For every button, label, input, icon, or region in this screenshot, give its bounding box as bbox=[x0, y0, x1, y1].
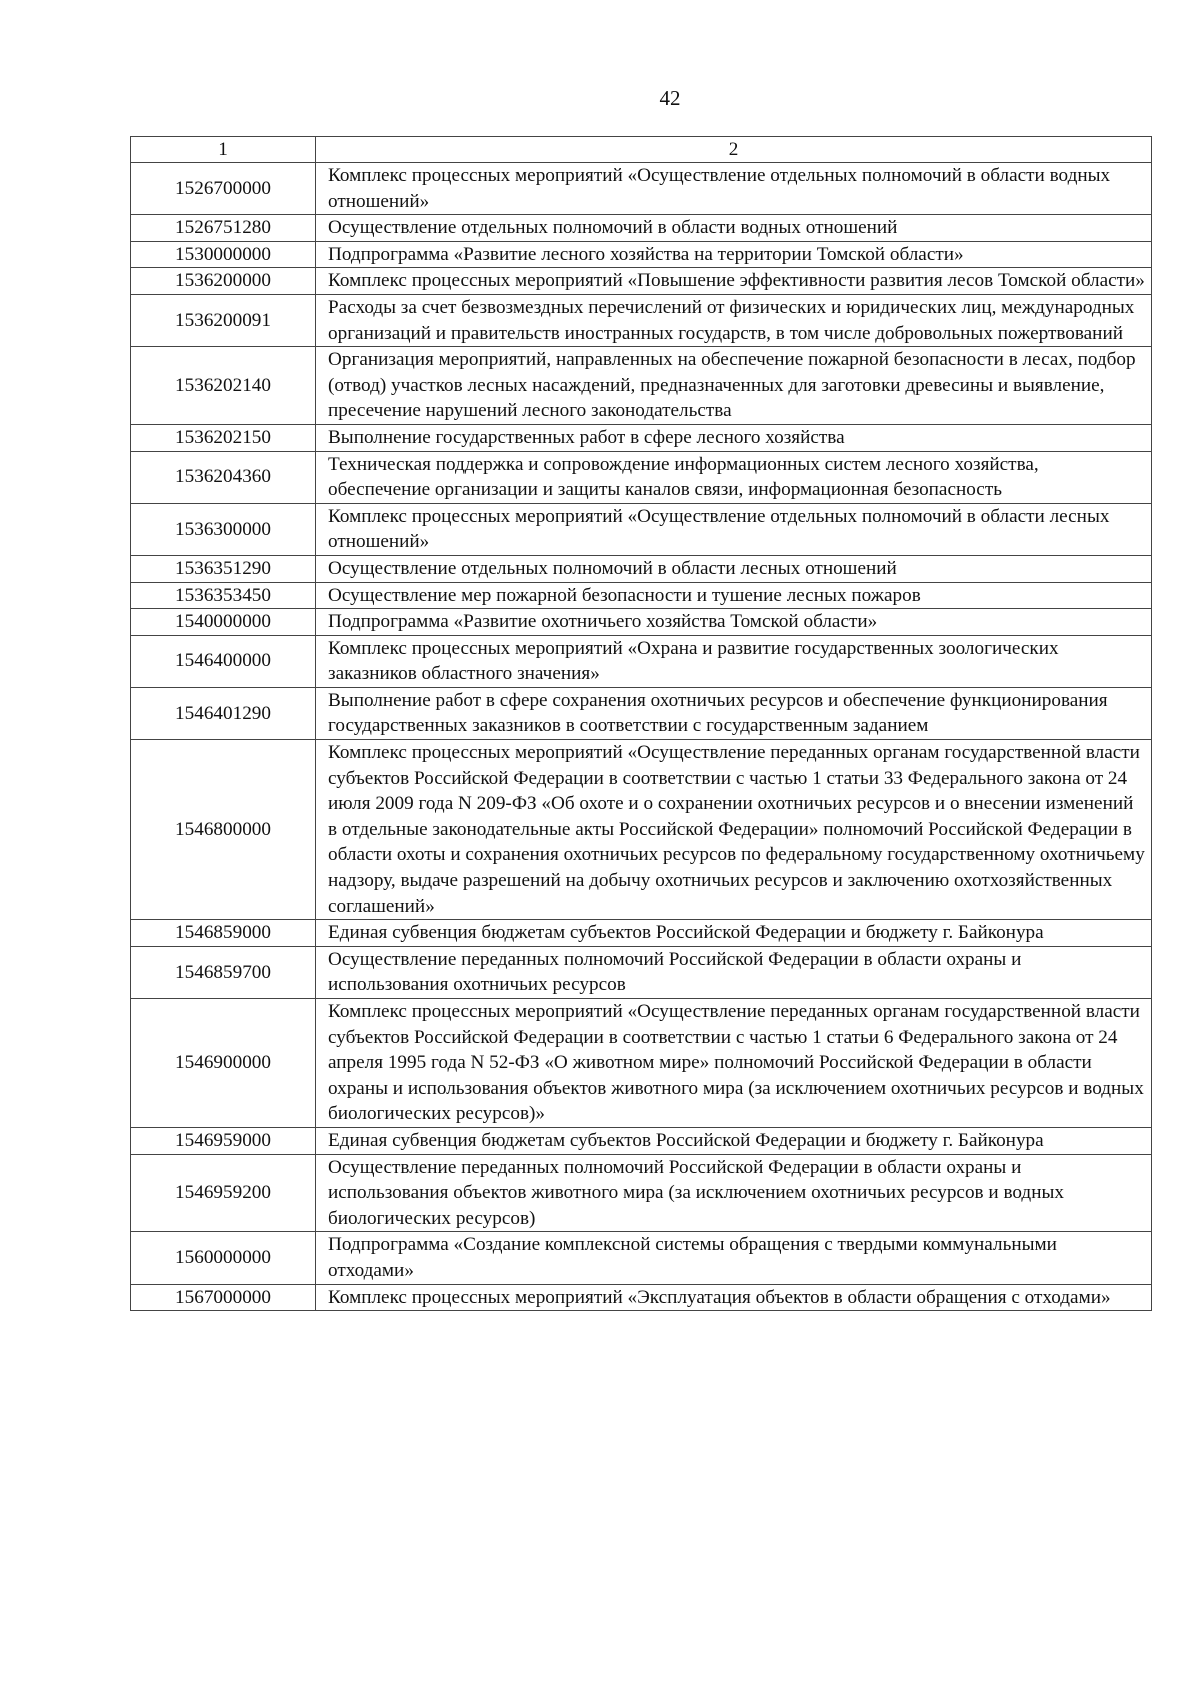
row-code-cell: 1536300000 bbox=[131, 503, 316, 555]
row-code-cell: 1546800000 bbox=[131, 740, 316, 920]
row-code-cell: 1536204360 bbox=[131, 451, 316, 503]
table-row bbox=[131, 582, 1152, 609]
row-description-cell: Подпрограмма «Развитие охотничьего хозяйства Томской области» bbox=[316, 609, 1152, 636]
row-description-cell: Комплекс процессных мероприятий «Осуществление переданных органам государственной власти субъектов Российской Федерации в соответствии с частью 1 статьи 33 Федерального закона от 24 июля 2009 года N 209-ФЗ «Об охоте и о сохранении охотничьих ресурсов и о внесении изменений в отдельные законодательные акты Российской Федерации» полномочий Российской Федерации в области охоты и сохранения охотничьих ресурсов по федеральному государственному охотничьему надзору, выдаче разрешений на добычу охотничьих ресурсов и заключению охотхозяйственных соглашений» bbox=[316, 740, 1152, 920]
row-code-cell: 1546900000 bbox=[131, 999, 316, 1128]
row-code-cell: 1546959200 bbox=[131, 1154, 316, 1232]
table-row bbox=[131, 1154, 1152, 1232]
row-code-cell: 1536200091 bbox=[131, 294, 316, 346]
column-header-2: 2 bbox=[316, 137, 1152, 163]
row-description-cell: Осуществление переданных полномочий Российской Федерации в области охраны и использования объектов животного мира (за исключением охотничьих ресурсов и водных биологических ресурсов) bbox=[316, 1154, 1152, 1232]
table-row bbox=[131, 946, 1152, 998]
table-row bbox=[131, 1232, 1152, 1284]
row-code-cell: 1526700000 bbox=[131, 163, 316, 215]
row-description-cell: Единая субвенция бюджетам субъектов Российской Федерации и бюджету г. Байконура bbox=[316, 1127, 1152, 1154]
table-row bbox=[131, 163, 1152, 215]
row-code-cell: 1546959000 bbox=[131, 1127, 316, 1154]
row-code-cell: 1536200000 bbox=[131, 268, 316, 295]
table-row bbox=[131, 687, 1152, 739]
column-header-1: 1 bbox=[131, 137, 316, 163]
row-description-cell: Комплекс процессных мероприятий «Охрана и развитие государственных зоологических заказников областного значения» bbox=[316, 635, 1152, 687]
table-row bbox=[131, 999, 1152, 1128]
table-row bbox=[131, 503, 1152, 555]
row-description-cell: Единая субвенция бюджетам субъектов Российской Федерации и бюджету г. Байконура bbox=[316, 920, 1152, 947]
row-code-cell: 1526751280 bbox=[131, 215, 316, 242]
table-row bbox=[131, 451, 1152, 503]
table-row bbox=[131, 424, 1152, 451]
row-code-cell: 1536202140 bbox=[131, 347, 316, 425]
row-code-cell: 1530000000 bbox=[131, 241, 316, 268]
table-row bbox=[131, 241, 1152, 268]
table-row bbox=[131, 215, 1152, 242]
table-row bbox=[131, 1284, 1152, 1311]
row-description-cell: Осуществление мер пожарной безопасности и тушение лесных пожаров bbox=[316, 582, 1152, 609]
table-row bbox=[131, 347, 1152, 425]
table-row bbox=[131, 635, 1152, 687]
row-description-cell: Расходы за счет безвозмездных перечислений от физических и юридических лиц, международных организаций и правительств иностранных государств, в том числе добровольных пожертвований bbox=[316, 294, 1152, 346]
page-number: 42 bbox=[659, 86, 681, 110]
row-description-cell: Комплекс процессных мероприятий «Осуществление переданных органам государственной власти субъектов Российской Федерации в соответствии с частью 1 статьи 6 Федерального закона от 24 апреля 1995 года N 52-ФЗ «О животном мире» полномочий Российской Федерации в области охраны и использования объектов животного мира (за исключением охотничьих ресурсов и водных биологических ресурсов)» bbox=[316, 999, 1152, 1128]
row-description-cell: Комплекс процессных мероприятий «Осуществление отдельных полномочий в области водных отношений» bbox=[316, 163, 1152, 215]
row-description-cell: Комплекс процессных мероприятий «Осуществление отдельных полномочий в области лесных отношений» bbox=[316, 503, 1152, 555]
table-row bbox=[131, 609, 1152, 636]
row-description-cell: Техническая поддержка и сопровождение информационных систем лесного хозяйства, обеспечение организации и защиты каналов связи, информационная безопасность bbox=[316, 451, 1152, 503]
row-description-cell: Осуществление отдельных полномочий в области водных отношений bbox=[316, 215, 1152, 242]
row-description-cell: Организация мероприятий, направленных на обеспечение пожарной безопасности в лесах, подбор (отвод) участков лесных насаждений, предназначенных для заготовки древесины и выявление, пресечение нарушений лесного законодательства bbox=[316, 347, 1152, 425]
row-description-cell: Осуществление отдельных полномочий в области лесных отношений bbox=[316, 555, 1152, 582]
row-description-cell: Подпрограмма «Развитие лесного хозяйства на территории Томской области» bbox=[316, 241, 1152, 268]
row-description-cell: Выполнение работ в сфере сохранения охотничьих ресурсов и обеспечение функционирования государственных заказников в соответствии с государственным заданием bbox=[316, 687, 1152, 739]
budget-code-table bbox=[130, 136, 1152, 1311]
table-header-row bbox=[131, 137, 1152, 163]
table-row bbox=[131, 920, 1152, 947]
row-code-cell: 1567000000 bbox=[131, 1284, 316, 1311]
table-row bbox=[131, 268, 1152, 295]
table-row bbox=[131, 555, 1152, 582]
row-code-cell: 1536353450 bbox=[131, 582, 316, 609]
row-description-cell: Комплекс процессных мероприятий «Повышение эффективности развития лесов Томской области» bbox=[316, 268, 1152, 295]
row-description-cell: Осуществление переданных полномочий Российской Федерации в области охраны и использования охотничьих ресурсов bbox=[316, 946, 1152, 998]
row-code-cell: 1546401290 bbox=[131, 687, 316, 739]
row-code-cell: 1536202150 bbox=[131, 424, 316, 451]
row-description-cell: Выполнение государственных работ в сфере лесного хозяйства bbox=[316, 424, 1152, 451]
table-row bbox=[131, 740, 1152, 920]
row-code-cell: 1546859700 bbox=[131, 946, 316, 998]
row-code-cell: 1540000000 bbox=[131, 609, 316, 636]
row-code-cell: 1546859000 bbox=[131, 920, 316, 947]
row-code-cell: 1546400000 bbox=[131, 635, 316, 687]
row-description-cell: Подпрограмма «Создание комплексной системы обращения с твердыми коммунальными отходами» bbox=[316, 1232, 1152, 1284]
table-row bbox=[131, 294, 1152, 346]
row-code-cell: 1536351290 bbox=[131, 555, 316, 582]
row-description-cell: Комплекс процессных мероприятий «Эксплуатация объектов в области обращения с отходами» bbox=[316, 1284, 1152, 1311]
table-row bbox=[131, 1127, 1152, 1154]
row-code-cell: 1560000000 bbox=[131, 1232, 316, 1284]
